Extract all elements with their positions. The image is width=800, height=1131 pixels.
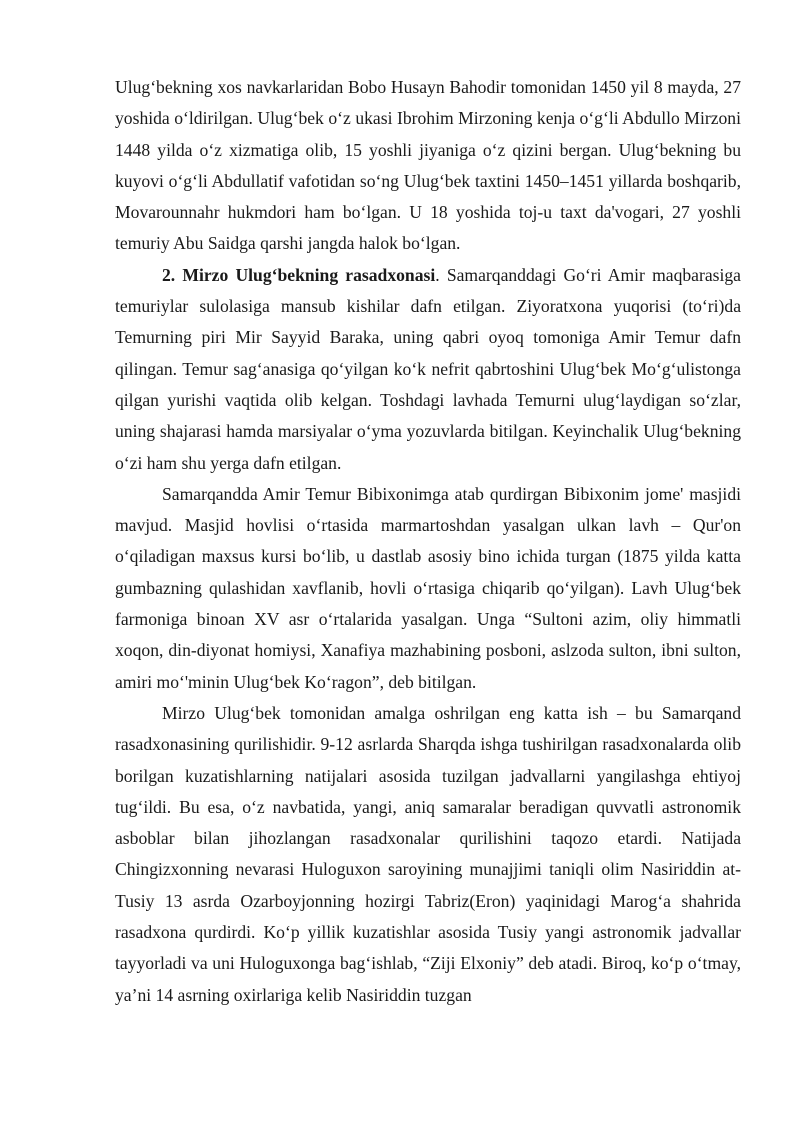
paragraph-4: Mirzo Ulug‘bek tomonidan amalga oshrilgan eng katta ish – bu Samarqand rasadxonasining qurilishidir. 9-12 asrlarda Sharqda ishga tushirilgan rasadxonalarda olib borilgan kuzatishlarning natijalari asosida tuzilgan jadvallarni yangilashga ehtiyoj tug‘ildi. Bu esa, o‘z navbatida, yangi, aniq samaralar beradigan quvvatli astronomik asboblar bilan jihozlangan rasadxonalar qurilishini taqozo etardi. Natijada Chingizxonning nevarasi Huloguxon saroyining munajjimi taniqli olim Nasiriddin at-Tusiy 13 asrda Ozarboyjonning hozirgi Tabriz(Eron) yaqinidagi Marog‘a shahrida rasadxona qurdirdi. Ko‘p yillik kuzatishlar asosida Tusiy yangi astronomik jadvallar tayyorladi va uni Huloguxonga bag‘ishlab, “Ziji Elxoniy” deb atadi. Biroq, ko‘p o‘tmay, ya’ni 14 asrning oxirlariga kelib Nasiriddin tuzgan bbox=[115, 702, 741, 1005]
paragraph-1: Ulug‘bekning xos navkarlaridan Bobo Husayn Bahodir tomonidan 1450 yil 8 mayda, 27 yoshida o‘ldirilgan. Ulug‘bek o‘z ukasi Ibrohim Mirzoning kenja o‘g‘li Abdullo Mirzoni 1448 yilda o‘z xizmatiga olib, 15 yoshli jiyaniga o‘z qizini bergan. Ulug‘bekning bu kuyovi o‘g‘li Abdullatif vafotidan so‘ng Ulug‘bek taxtini 1450–1451 yillarda boshqarib, Movarounnahr hukmdori ham bo‘lgan. U 18 yoshida toj-u taxt da'vogari, 27 yoshli temuriy Abu Saidga qarshi jangda halok bo‘lgan. bbox=[115, 77, 741, 254]
section-heading: 2. Mirzo Ulug‘bekning rasadxonasi bbox=[162, 264, 436, 285]
paragraph-2-text: Samarqanddagi Go‘ri Amir maqbarasiga temuriylar sulolasiga mansub kishilar dafn etilgan. Ziyoratxona yuqorisi (to‘ri)da Temurning piri Mir Sayyid Baraka, uning qabri oyoq tomoniga Amir Temur dafn qilingan. Temur sag‘anasiga qo‘yilgan ko‘k nefrit qabrtoshini Ulug‘bek Mo‘g‘ulistonga qilgan yurishi vaqtida olib kelgan. Toshdagi lavhada Temurni ulug‘laydigan so‘zlar, uning shajarasi hamda marsiyalar o‘yma yozuvlarda bitilgan. Keyinchalik Ulug‘bekning o‘zi ham shu yerga dafn etilgan. bbox=[115, 264, 741, 473]
document-page bbox=[115, 72, 741, 1011]
paragraph-2 bbox=[115, 260, 741, 479]
paragraph-3: Samarqandda Amir Temur Bibixonimga atab qurdirgan Bibixonim jome' masjidi mavjud. Masjid hovlisi o‘rtasida marmartoshdan yasalgan ulkan lavh – Qur'on o‘qiladigan maxsus kursi bo‘lib, u dastlab asosiy bino ichida turgan (1875 yilda katta gumbazning qulashidan xavflanib, hovli o‘rtasiga chiqarib qo‘yilgan). Lavh Ulug‘bek farmoniga binoan XV asr o‘rtalarida yasalgan. Unga “Sultoni azim, oliy himmatli xoqon, din-diyonat homiysi, Xanafiya mazhabining posboni, aslzoda sulton, ibni sulton, amiri mo‘'minin Ulug‘bek Ko‘ragon”, deb bitilgan. bbox=[115, 483, 741, 692]
section-heading-period: . bbox=[435, 264, 440, 285]
